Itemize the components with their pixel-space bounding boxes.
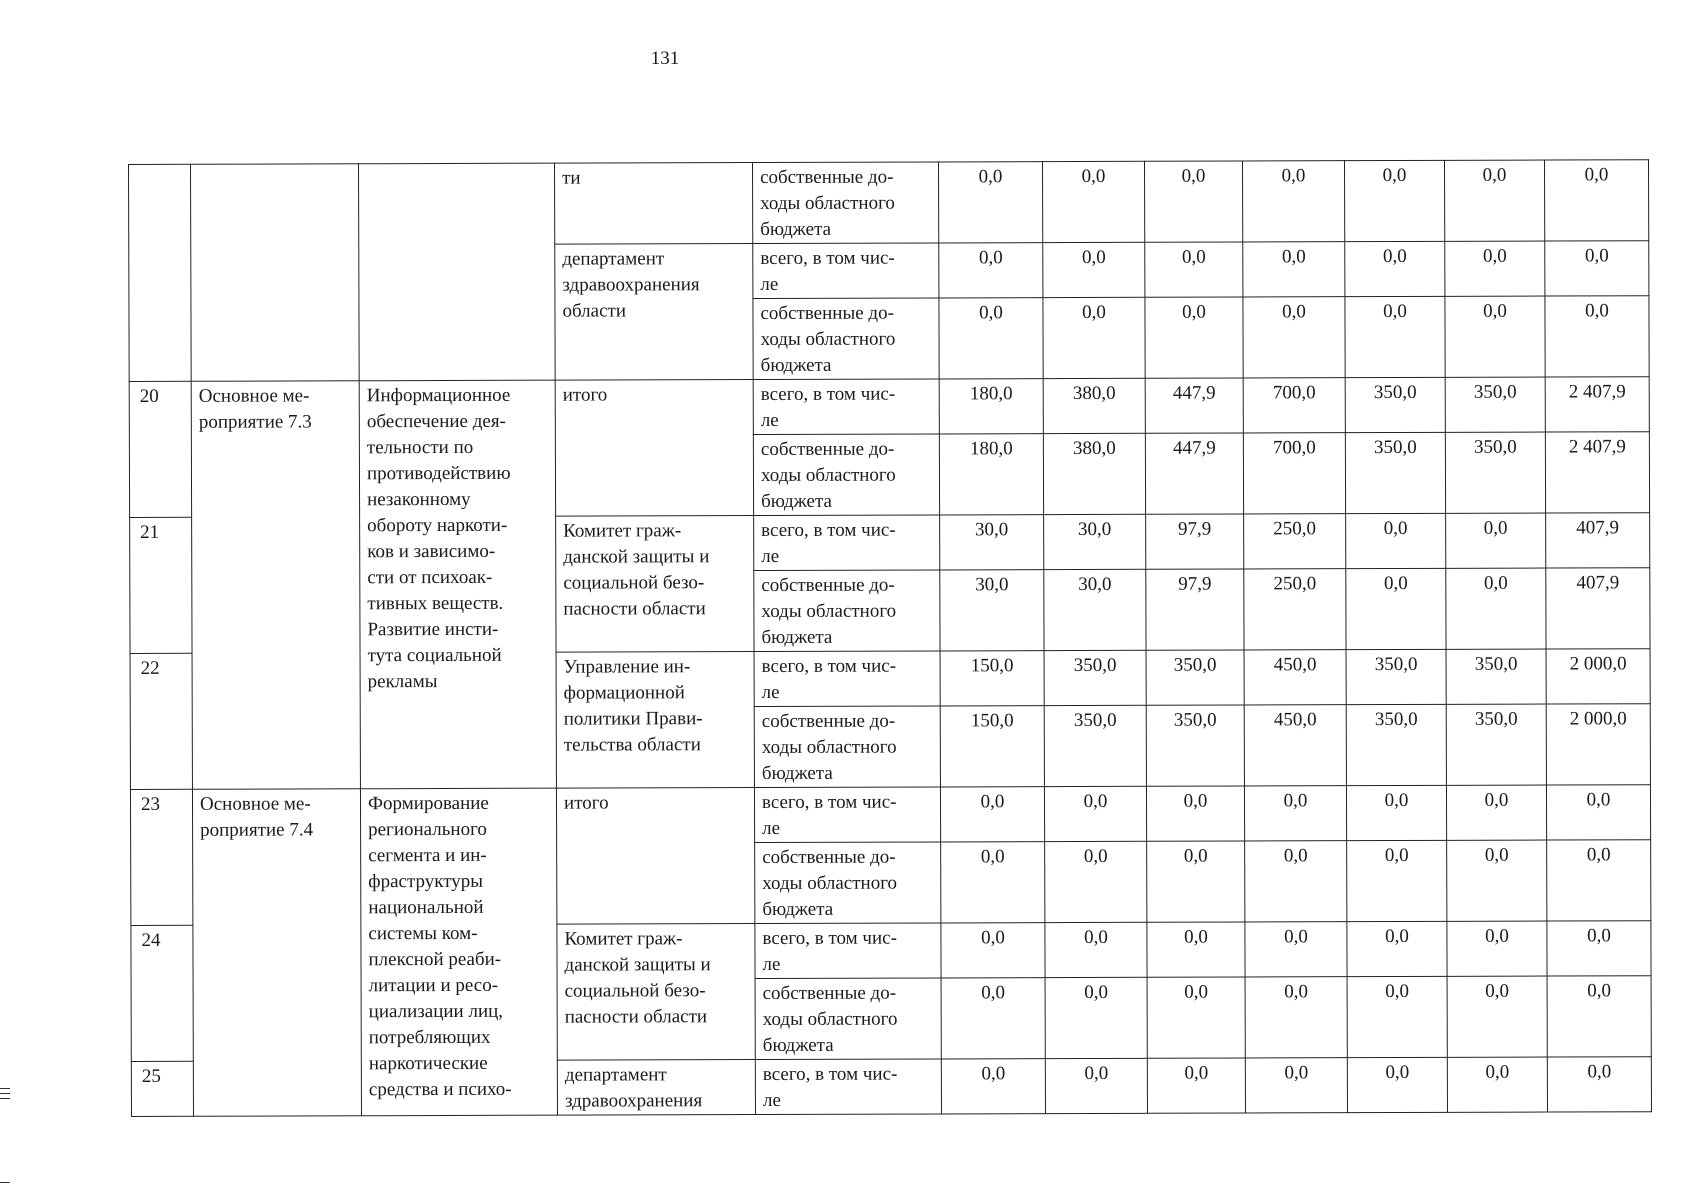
value-cell: 447,9 bbox=[1145, 378, 1243, 433]
value-cell: 350,0 bbox=[1146, 650, 1244, 705]
value-cell: 180,0 bbox=[939, 434, 1043, 515]
table-row bbox=[130, 785, 1650, 845]
value-cell: 0,0 bbox=[1545, 241, 1649, 296]
event-cell: Основное ме- роприятие 7.4 bbox=[192, 789, 361, 1117]
value-cell: 0,0 bbox=[1245, 977, 1347, 1058]
value-cell: 0,0 bbox=[1446, 785, 1546, 840]
value-cell: 0,0 bbox=[938, 162, 1042, 243]
value-cell: 0,0 bbox=[1045, 841, 1147, 922]
value-cell: 0,0 bbox=[1147, 841, 1245, 922]
table-row bbox=[129, 377, 1649, 437]
value-cell: 0,0 bbox=[1243, 297, 1345, 378]
value-cell: 0,0 bbox=[1346, 785, 1446, 840]
value-cell: 0,0 bbox=[1347, 1057, 1447, 1112]
value-cell: 2 407,9 bbox=[1545, 432, 1649, 513]
margin-mark bbox=[0, 1093, 10, 1094]
value-cell: 0,0 bbox=[1045, 1058, 1147, 1113]
value-cell: 30,0 bbox=[1044, 569, 1146, 650]
margin-mark bbox=[0, 1182, 10, 1183]
row-number: 22 bbox=[130, 653, 192, 789]
event-cell bbox=[191, 164, 360, 382]
value-cell: 0,0 bbox=[1447, 1057, 1547, 1112]
executor-cell: Комитет граж- данской защиты и социальной безо- пасности области bbox=[556, 516, 754, 653]
value-cell: 0,0 bbox=[1445, 241, 1545, 296]
value-cell: 0,0 bbox=[1245, 922, 1347, 977]
value-cell: 0,0 bbox=[1345, 241, 1445, 296]
value-cell: 0,0 bbox=[1347, 921, 1447, 976]
value-cell: 30,0 bbox=[940, 515, 1044, 570]
value-cell: 380,0 bbox=[1043, 433, 1145, 514]
value-cell: 447,9 bbox=[1145, 433, 1243, 514]
source-cell: собственные до- ходы областного бюджета bbox=[755, 842, 941, 924]
value-cell: 350,0 bbox=[1345, 377, 1445, 432]
value-cell: 700,0 bbox=[1243, 378, 1345, 433]
value-cell: 0,0 bbox=[1145, 297, 1243, 378]
value-cell: 407,9 bbox=[1546, 568, 1650, 649]
value-cell: 0,0 bbox=[1446, 568, 1546, 649]
source-cell: всего, в том чис- ле bbox=[753, 379, 939, 435]
source-cell: всего, в том чис- ле bbox=[754, 787, 940, 843]
value-cell: 250,0 bbox=[1244, 569, 1346, 650]
value-cell: 350,0 bbox=[1446, 704, 1546, 785]
value-cell: 380,0 bbox=[1043, 378, 1145, 433]
value-cell: 450,0 bbox=[1244, 705, 1346, 786]
row-number: 25 bbox=[131, 1061, 193, 1116]
description-cell: Формирование регионального сегмента и ин- фраструктуры национальной системы ком- плексной реаби- литации и ресо- циализации лиц, потребляющих наркотические средства и психо- bbox=[360, 788, 557, 1116]
value-cell: 150,0 bbox=[940, 706, 1044, 787]
value-cell: 0,0 bbox=[941, 842, 1045, 923]
source-cell: собственные до- ходы областного бюджета bbox=[754, 570, 940, 652]
value-cell: 0,0 bbox=[1147, 1058, 1245, 1113]
value-cell: 30,0 bbox=[1044, 514, 1146, 569]
value-cell: 0,0 bbox=[1244, 786, 1346, 841]
source-cell: собственные до- ходы областного бюджета bbox=[755, 978, 941, 1060]
value-cell: 0,0 bbox=[1444, 160, 1544, 241]
event-cell: Основное ме- роприятие 7.3 bbox=[191, 381, 360, 790]
executor-cell: итого bbox=[556, 788, 754, 925]
value-cell: 0,0 bbox=[1145, 242, 1243, 297]
value-cell: 450,0 bbox=[1244, 650, 1346, 705]
value-cell: 0,0 bbox=[1445, 296, 1545, 377]
value-cell: 0,0 bbox=[1447, 976, 1547, 1057]
value-cell: 2 407,9 bbox=[1545, 377, 1649, 432]
table-row bbox=[129, 160, 1649, 246]
source-cell: собственные до- ходы областного бюджета bbox=[752, 162, 938, 244]
value-cell: 0,0 bbox=[1042, 161, 1144, 242]
value-cell: 0,0 bbox=[941, 923, 1045, 978]
row-number: 20 bbox=[129, 381, 191, 517]
value-cell: 0,0 bbox=[1544, 160, 1648, 241]
value-cell: 0,0 bbox=[1347, 976, 1447, 1057]
value-cell: 0,0 bbox=[1045, 922, 1147, 977]
value-cell: 0,0 bbox=[1045, 977, 1147, 1058]
value-cell: 150,0 bbox=[940, 651, 1044, 706]
value-cell: 0,0 bbox=[1242, 161, 1344, 242]
source-cell: всего, в том чис- ле bbox=[754, 515, 940, 571]
executor-cell: итого bbox=[555, 380, 753, 517]
value-cell: 350,0 bbox=[1146, 705, 1244, 786]
value-cell: 0,0 bbox=[1547, 921, 1651, 976]
value-cell: 0,0 bbox=[1043, 297, 1145, 378]
value-cell: 0,0 bbox=[1547, 1057, 1651, 1112]
row-number: 24 bbox=[131, 925, 193, 1061]
value-cell: 0,0 bbox=[1144, 161, 1242, 242]
value-cell: 0,0 bbox=[1245, 841, 1347, 922]
value-cell: 0,0 bbox=[1044, 786, 1146, 841]
value-cell: 350,0 bbox=[1346, 704, 1446, 785]
value-cell: 0,0 bbox=[1547, 840, 1651, 921]
page-number: 131 bbox=[650, 48, 680, 69]
value-cell: 250,0 bbox=[1244, 514, 1346, 569]
value-cell: 0,0 bbox=[939, 243, 1043, 298]
source-cell: всего, в том чис- ле bbox=[755, 923, 941, 979]
value-cell: 350,0 bbox=[1044, 650, 1146, 705]
row-number: 23 bbox=[130, 789, 192, 925]
margin-mark bbox=[0, 1088, 10, 1089]
value-cell: 0,0 bbox=[1446, 513, 1546, 568]
value-cell: 0,0 bbox=[1545, 296, 1649, 377]
source-cell: собственные до- ходы областного бюджета bbox=[753, 298, 939, 380]
source-cell: собственные до- ходы областного бюджета bbox=[754, 706, 940, 788]
value-cell: 0,0 bbox=[1147, 977, 1245, 1058]
value-cell: 350,0 bbox=[1445, 377, 1545, 432]
value-cell: 0,0 bbox=[1447, 840, 1547, 921]
value-cell: 0,0 bbox=[940, 787, 1044, 842]
executor-cell: департамент здравоохранения bbox=[557, 1060, 755, 1116]
value-cell: 0,0 bbox=[941, 1059, 1045, 1114]
margin-mark bbox=[0, 1098, 10, 1099]
executor-cell: ти bbox=[554, 163, 752, 245]
executor-cell: Комитет граж- данской защиты и социальной безо- пасности области bbox=[557, 924, 755, 1061]
value-cell: 0,0 bbox=[1043, 242, 1145, 297]
value-cell: 2 000,0 bbox=[1546, 704, 1650, 785]
description-cell: Информационное обеспечение дея- тельности по противодействию незаконному обороту наркоти- ков и зависимо- сти от психоак- тивных веществ. Развитие инсти- тута социальной рекламы bbox=[359, 380, 556, 789]
value-cell: 97,9 bbox=[1146, 514, 1244, 569]
value-cell: 0,0 bbox=[939, 298, 1043, 379]
value-cell: 0,0 bbox=[1347, 840, 1447, 921]
value-cell: 0,0 bbox=[1346, 513, 1446, 568]
value-cell: 0,0 bbox=[1243, 242, 1345, 297]
description-cell bbox=[359, 163, 556, 381]
value-cell: 180,0 bbox=[939, 379, 1043, 434]
value-cell: 0,0 bbox=[941, 978, 1045, 1059]
source-cell: всего, в том чис- ле bbox=[753, 243, 939, 299]
value-cell: 350,0 bbox=[1044, 705, 1146, 786]
source-cell: всего, в том чис- ле bbox=[754, 651, 940, 707]
value-cell: 0,0 bbox=[1344, 160, 1444, 241]
source-cell: всего, в том чис- ле bbox=[755, 1059, 941, 1115]
value-cell: 350,0 bbox=[1346, 649, 1446, 704]
value-cell: 2 000,0 bbox=[1546, 649, 1650, 704]
value-cell: 0,0 bbox=[1245, 1058, 1347, 1113]
value-cell: 0,0 bbox=[1346, 568, 1446, 649]
value-cell: 0,0 bbox=[1546, 785, 1650, 840]
source-cell: собственные до- ходы областного бюджета bbox=[753, 434, 939, 516]
value-cell: 97,9 bbox=[1146, 569, 1244, 650]
value-cell: 0,0 bbox=[1345, 296, 1445, 377]
budget-table bbox=[128, 159, 1652, 1117]
row-number bbox=[129, 164, 192, 381]
value-cell: 30,0 bbox=[940, 570, 1044, 651]
value-cell: 0,0 bbox=[1547, 976, 1651, 1057]
value-cell: 350,0 bbox=[1446, 649, 1546, 704]
executor-cell: Управление ин- формационной политики Прави- тельства области bbox=[556, 652, 754, 789]
value-cell: 350,0 bbox=[1345, 432, 1445, 513]
value-cell: 350,0 bbox=[1445, 432, 1545, 513]
value-cell: 407,9 bbox=[1546, 513, 1650, 568]
value-cell: 0,0 bbox=[1447, 921, 1547, 976]
executor-cell: департамент здравоохранения области bbox=[555, 244, 753, 381]
value-cell: 0,0 bbox=[1147, 922, 1245, 977]
value-cell: 0,0 bbox=[1146, 786, 1244, 841]
value-cell: 700,0 bbox=[1243, 433, 1345, 514]
row-number: 21 bbox=[130, 517, 192, 653]
